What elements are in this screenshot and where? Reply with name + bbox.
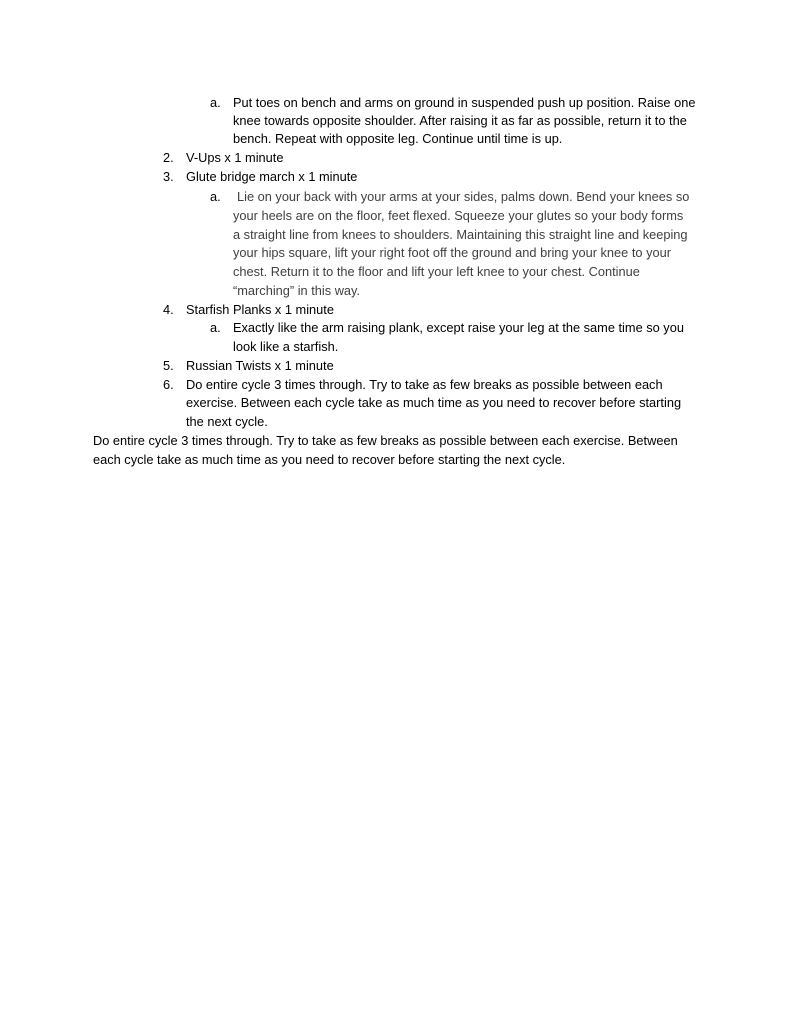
item-1a-line-1: Put toes on bench and arms on ground in suspended push up position. Raise one <box>233 95 696 110</box>
list-marker: a. <box>210 95 221 110</box>
item-4a-line-1: Exactly like the arm raising plank, except raise your leg at the same time so you <box>233 320 684 335</box>
item-3a-line-1: Lie on your back with your arms at your sides, palms down. Bend your knees so <box>237 189 690 204</box>
item-5-text: Russian Twists x 1 minute <box>186 358 334 373</box>
list-marker: a. <box>210 320 221 335</box>
item-3-text: Glute bridge march x 1 minute <box>186 169 358 184</box>
closing-line-2: each cycle take as much time as you need to recover before starting the next cycle. <box>93 452 566 467</box>
item-2-text: V-Ups x 1 minute <box>186 150 284 165</box>
item-4a-line-2: look like a starfish. <box>233 339 339 354</box>
list-marker: 5. <box>163 358 174 373</box>
item-6-line-1: Do entire cycle 3 times through. Try to take as few breaks as possible between each <box>186 377 663 392</box>
item-6-line-3: the next cycle. <box>186 414 268 429</box>
closing-line-1: Do entire cycle 3 times through. Try to take as few breaks as possible between each exercise. Between <box>93 433 678 448</box>
item-3a-line-5: chest. Return it to the floor and lift your left knee to your chest. Continue <box>233 264 640 279</box>
item-3a-line-4: your hips square, lift your right foot off the ground and bring your knee to your <box>233 245 671 260</box>
list-marker: 4. <box>163 302 174 317</box>
item-3a-line-3: a straight line from knees to shoulders. Maintaining this straight line and keeping <box>233 227 688 242</box>
list-marker: 2. <box>163 150 174 165</box>
list-marker: 3. <box>163 169 174 184</box>
item-6-line-2: exercise. Between each cycle take as much time as you need to recover before starting <box>186 395 682 410</box>
item-4-text: Starfish Planks x 1 minute <box>186 302 334 317</box>
item-1a-line-2: knee towards opposite shoulder. After raising it as far as possible, return it to the <box>233 113 687 128</box>
item-3a-line-6: “marching” in this way. <box>233 283 361 298</box>
list-marker: a. <box>210 189 221 204</box>
list-marker: 6. <box>163 377 174 392</box>
item-1a-line-3: bench. Repeat with opposite leg. Continue until time is up. <box>233 131 563 146</box>
item-3a-line-2: your heels are on the floor, feet flexed. Squeeze your glutes so your body forms <box>233 208 684 223</box>
